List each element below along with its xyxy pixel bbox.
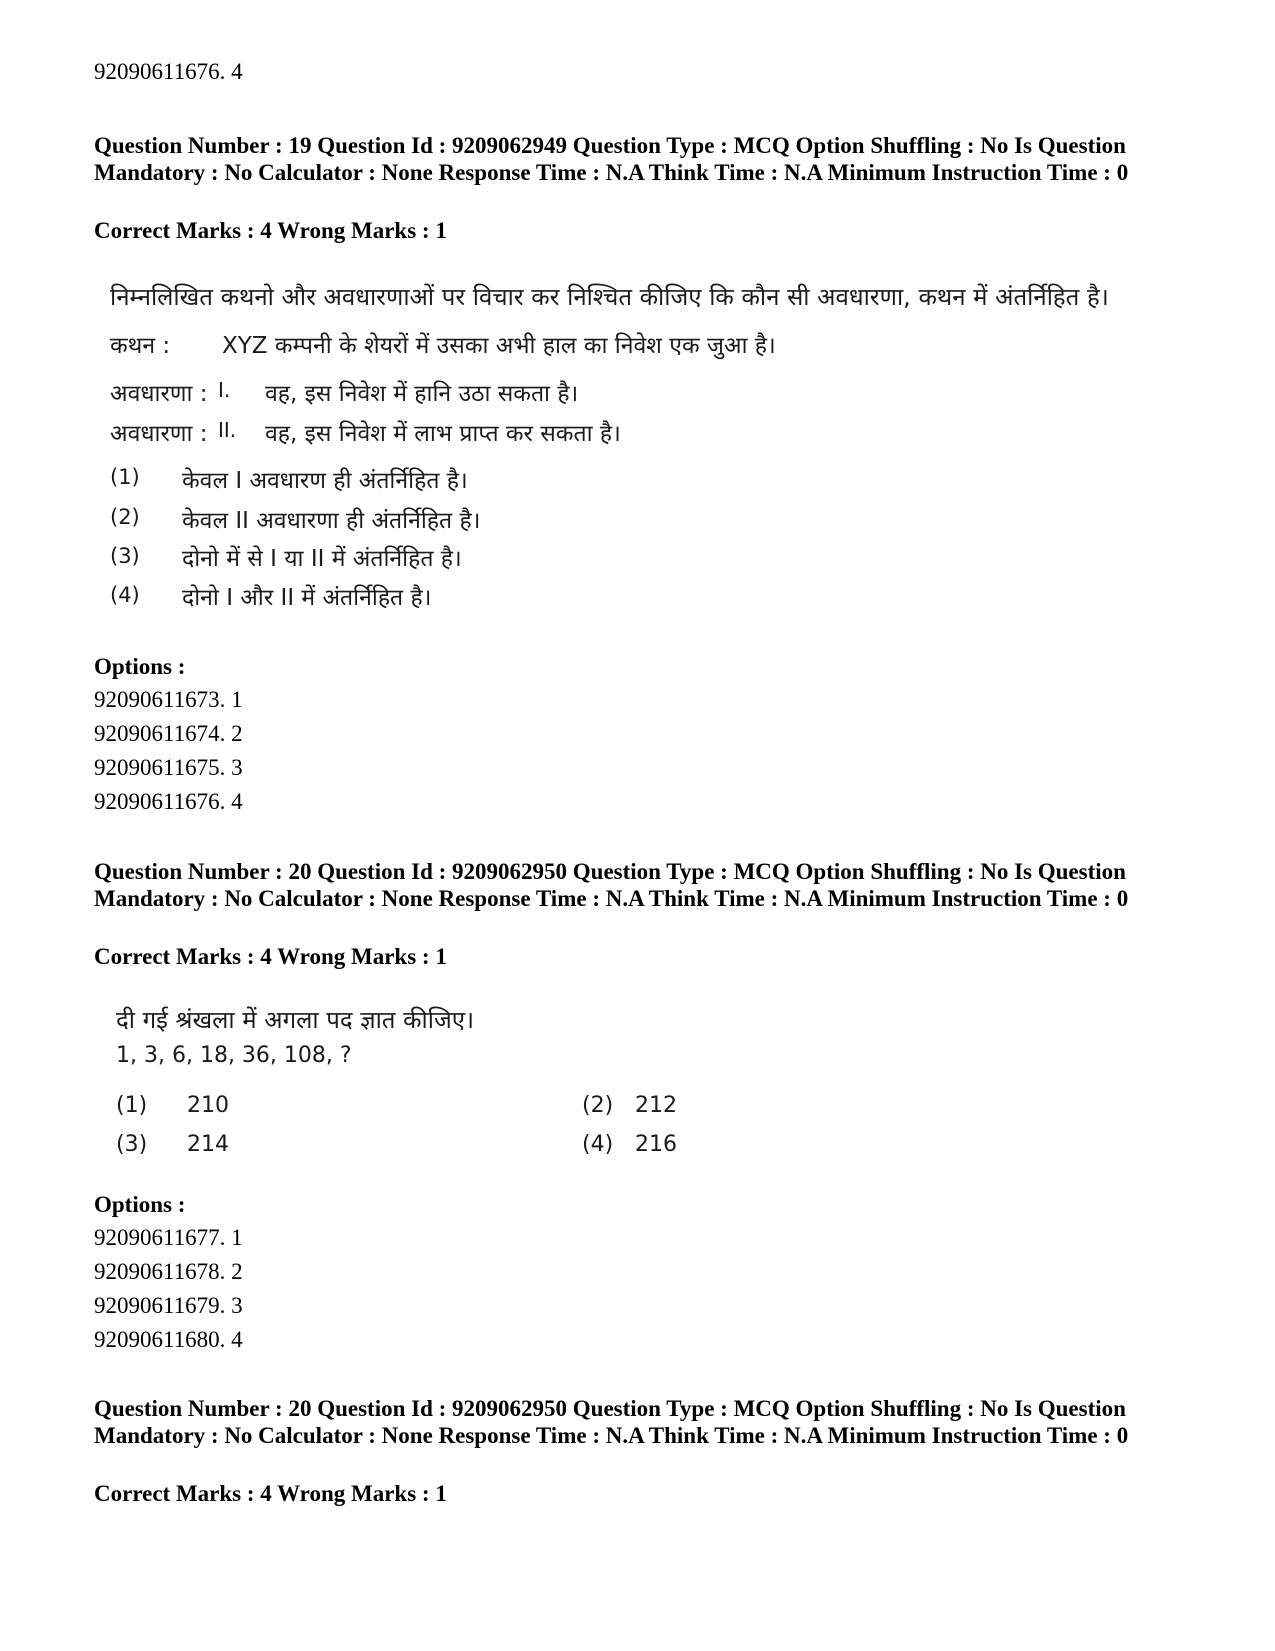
q19-choice-1-text: केवल I अवधारण ही अंतर्निहित है। (182, 468, 468, 494)
q20-choice-4-text: 216 (635, 1132, 677, 1157)
q20-instruction: दी गई श्रंखला में अगला पद ज्ञात कीजिए। (116, 1006, 475, 1034)
q19-choice-2-num: (2) (110, 505, 140, 529)
q20-meta: Question Number : 20 Question Id : 9209062950 Question Type : MCQ Option Shuffling : No Is Question Mandatory : No Calculator : None Response Time : N.A Think Time : N.A Minimum Instruction Time : 0 (94, 859, 1129, 911)
q20-option-item[interactable]: 92090611678. 2 (94, 1259, 243, 1284)
q19-option-item[interactable]: 92090611675. 3 (94, 755, 243, 780)
q20-series: 1, 3, 6, 18, 36, 108, ? (116, 1043, 352, 1068)
q19-question-image (0, 0, 1275, 620)
q19-meta: Question Number : 19 Question Id : 9209062949 Question Type : MCQ Option Shuffling : No Is Question Mandatory : No Calculator : None Response Time : N.A Think Time : N.A Minimum Instruction Time : 0 (94, 133, 1129, 185)
q20-marks: Correct Marks : 4 Wrong Marks : 1 (94, 944, 447, 969)
q20-option-item[interactable]: 92090611679. 3 (94, 1293, 243, 1318)
q19-assumption-2-label: अवधारणा : (110, 421, 208, 447)
q19-choice-4-num: (4) (110, 583, 140, 607)
q20-options-label: Options : (94, 1192, 186, 1217)
prev-option-item: 92090611676. 4 (94, 59, 243, 84)
q20-option-item[interactable]: 92090611677. 1 (94, 1225, 243, 1250)
q19-options-list (94, 683, 243, 819)
q19-statement-label: कथन : (110, 333, 171, 359)
q20-choice-1-text: 210 (187, 1093, 229, 1118)
q20-repeat-meta: Question Number : 20 Question Id : 9209062950 Question Type : MCQ Option Shuffling : No Is Question Mandatory : No Calculator : None Response Time : N.A Think Time : N.A Minimum Instruction Time : 0 (94, 1396, 1129, 1448)
q19-assumption-1-text: वह, इस निवेश में हानि उठा सकता है। (265, 381, 579, 407)
q20-choice-2-num: (2) (582, 1093, 614, 1118)
q20-repeat-marks: Correct Marks : 4 Wrong Marks : 1 (94, 1481, 447, 1506)
q19-assumption-2-text: वह, इस निवेश में लाभ प्राप्त कर सकता है। (265, 421, 621, 447)
q20-choice-3-text: 214 (187, 1132, 229, 1157)
q19-choice-4-text: दोनो I और II में अंतर्निहित है। (182, 585, 432, 611)
q20-option-item[interactable]: 92090611680. 4 (94, 1327, 243, 1352)
q20-choice-3-num: (3) (116, 1132, 148, 1157)
q19-instruction: निम्नलिखित कथनो और अवधारणाओं पर विचार कर निश्चित कीजिए कि कौन सी अवधारणा, कथन में अंतर्निहित है। (110, 283, 1109, 311)
q19-assumption-2-num: II. (218, 418, 237, 442)
q19-options-label: Options : (94, 654, 186, 679)
q20-choice-1-num: (1) (116, 1093, 148, 1118)
q20-options-list (94, 1221, 243, 1357)
q19-choice-2-text: केवल II अवधारणा ही अंतर्निहित है। (182, 508, 481, 534)
q20-choice-4-num: (4) (582, 1132, 614, 1157)
q19-choice-3-num: (3) (110, 544, 140, 568)
q19-assumption-1-num: I. (218, 378, 231, 402)
q19-marks: Correct Marks : 4 Wrong Marks : 1 (94, 218, 447, 243)
q19-choice-3-text: दोनो में से I या II में अंतर्निहित है। (182, 546, 462, 572)
q19-statement-text: XYZ कम्पनी के शेयरों में उसका अभी हाल का निवेश एक जुआ है। (222, 333, 776, 359)
q19-option-item[interactable]: 92090611674. 2 (94, 721, 243, 746)
q20-choice-2-text: 212 (635, 1093, 677, 1118)
q19-choice-1-num: (1) (110, 465, 140, 489)
q19-option-item[interactable]: 92090611673. 1 (94, 687, 243, 712)
q19-option-item[interactable]: 92090611676. 4 (94, 789, 243, 814)
q19-assumption-1-label: अवधारणा : (110, 381, 208, 407)
